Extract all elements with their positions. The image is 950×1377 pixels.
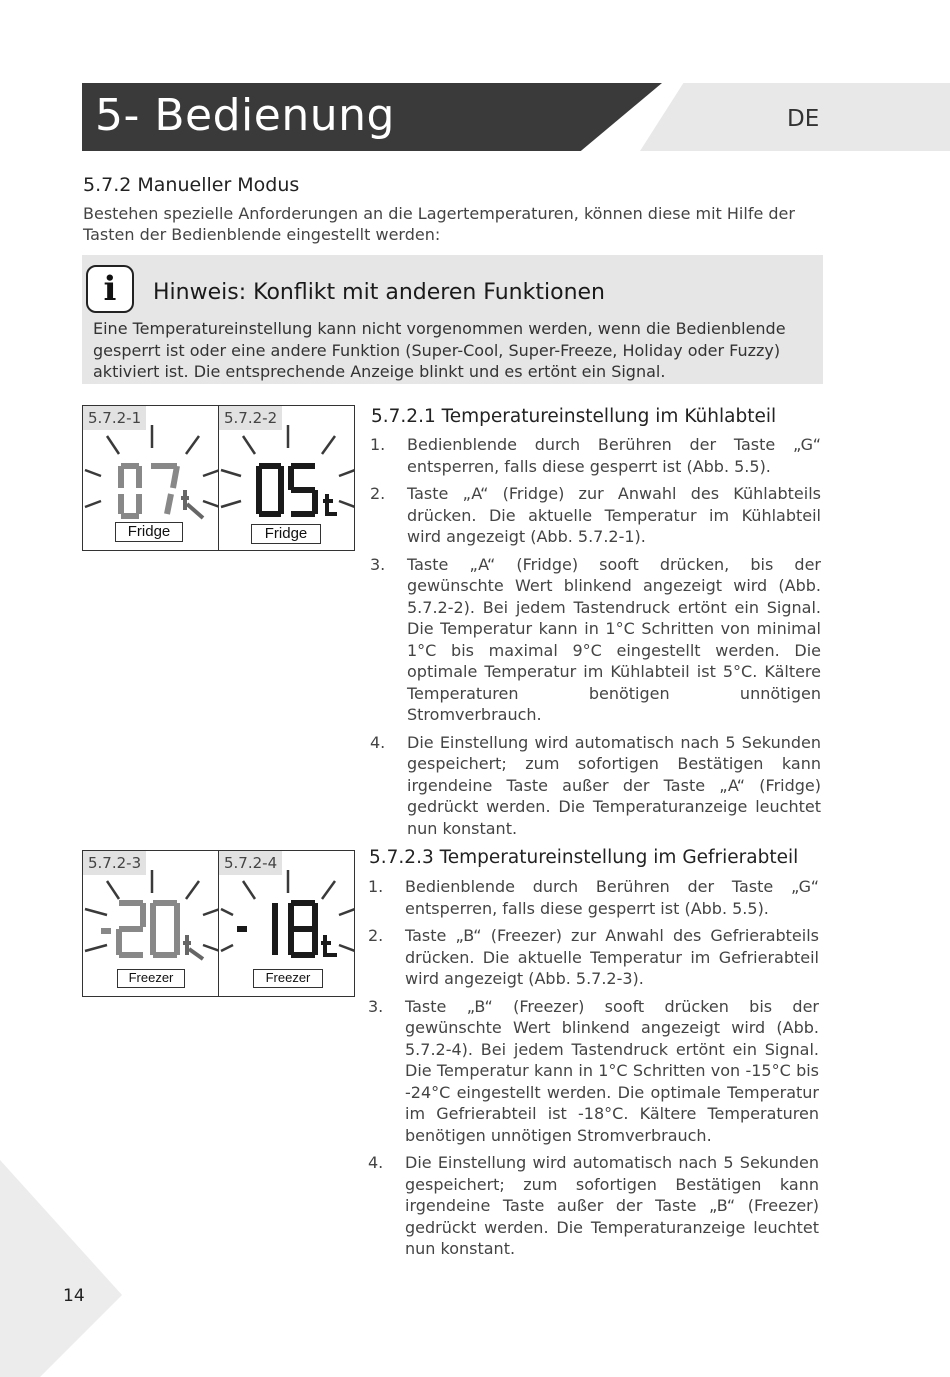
fridge-button[interactable]: Fridge [251, 524, 321, 544]
section-title: 5.7.2 Manueller Modus [83, 174, 300, 196]
fridge-steps-list [370, 434, 821, 845]
step-text: Taste „A“ (Fridge) zur Anwahl des Kühlabteils drücken. Die aktuelle Temperatur im Kühlabteil wird angezeigt (Abb. 5.7.2-1). [407, 484, 821, 546]
step-text: Bedienblende durch Berühren der Taste „G“ entsperren, falls diese gesperrt ist (Abb. 5.5). [405, 877, 819, 918]
step-number: 2. [368, 926, 384, 945]
list-item [368, 876, 819, 919]
list-item [370, 483, 821, 548]
note-title: Hinweis: Konflikt mit anderen Funktionen [153, 280, 605, 305]
step-number: 3. [368, 996, 384, 1016]
step-text: Die Einstellung wird automatisch nach 5 Sekunden gespeichert; zum sofortigen Bestätigen kann irgendeine Taste außer der Taste „A“ (Fridge) gedrückt werden. Die Temperaturanzeige leuchtet nun konstant. [407, 732, 821, 838]
step-text: Die Einstellung wird automatisch nach 5 Sekunden gespeichert; zum sofortigen Bestätigen kann irgendeine Taste außer der Taste „B“ (Freezer) gedrückt werden. Die Temperaturanzeige leuchtet nun konstant. [405, 1153, 819, 1258]
page-number: 14 [63, 1286, 85, 1306]
section-intro: Bestehen spezielle Anforderungen an die Lagertemperaturen, können diese mit Hilfe der Tasten der Bedienblende eingestellt werden: [83, 204, 795, 244]
language-code: DE [787, 106, 820, 132]
freezer-button[interactable]: Freezer [117, 969, 185, 988]
figure-label: 5.7.2-3 [83, 851, 146, 875]
step-number: 2. [370, 484, 386, 503]
freezer-section-title: 5.7.2.3 Temperatureinstellung im Gefrierabteil [369, 847, 799, 868]
fridge-section-title: 5.7.2.1 Temperatureinstellung im Kühlabteil [371, 406, 777, 427]
note-text: Eine Temperatureinstellung kann nicht vorgenommen werden, wenn die Bedienblende gesperrt ist oder eine andere Funktion (Super-Cool, Super-Freeze, Holiday oder Fuzzy) aktiviert ist. Die entsprechende Anzeige blinkt und es ertönt ein Signal. [93, 319, 786, 381]
step-text: Bedienblende durch Berühren der Taste „G“ entsperren, falls diese gesperrt ist (Abb. 5.5). [407, 435, 821, 476]
list-item [370, 554, 821, 726]
list-item [370, 732, 821, 840]
list-item [368, 925, 819, 990]
figure-panel-fridge-current [82, 405, 220, 551]
page-title: 5- Bedienung [95, 90, 395, 141]
page-corner-decoration [0, 1160, 130, 1377]
figure-label: 5.7.2-2 [219, 406, 282, 430]
freezer-steps-list [368, 876, 819, 1266]
list-item [370, 434, 821, 477]
step-number: 4. [368, 1153, 384, 1172]
freezer-button[interactable]: Freezer [253, 969, 323, 988]
figure-label: 5.7.2-1 [83, 406, 146, 430]
figure-label: 5.7.2-4 [219, 851, 282, 875]
figure-panel-freezer-selected [218, 850, 355, 997]
step-text: Taste „B“ (Freezer) zur Anwahl des Gefrierabteils drücken. Die aktuelle Temperatur im Gefrierabteil wird angezeigt (Abb. 5.7.2-3). [405, 926, 819, 988]
figure-panel-fridge-selected [218, 405, 355, 551]
step-number: 4. [370, 732, 386, 752]
list-item [368, 996, 819, 1147]
list-item [368, 1152, 819, 1260]
step-number: 1. [370, 435, 386, 454]
step-number: 1. [368, 877, 384, 896]
info-icon: i [86, 265, 134, 313]
step-number: 3. [370, 554, 386, 574]
figure-panel-freezer-current [82, 850, 220, 997]
fridge-button[interactable]: Fridge [115, 522, 183, 542]
step-text: Taste „B“ (Freezer) sooft drücken bis der gewünschte Wert blinkend angezeigt wird (Abb. 5.7.2-4). Bei jedem Tastendruck ertönt ein Signal. Die Temperatur kann in 1°C Schritten von -15°C bis -24°C eingestellt werden. Die optimale Temperatur im Gefrierabteil ist -18°C. Kältere Temperaturen benötigen unnötigen Stromverbrauch. [405, 996, 819, 1145]
step-text: Taste „A“ (Fridge) sooft drücken, bis der gewünschte Wert blinkend angezeigt wird (Abb. 5.7.2-2). Bei jedem Tastendruck ertönt ein Signal. Die Temperatur kann in 1°C Schritten von minimal 1°C bis maximal 9°C eingestellt werden. Die optimale Temperatur im Kühlabteil ist 5°C. Kältere Temperaturen benötigen unnötigen Stromverbrauch. [407, 554, 821, 724]
